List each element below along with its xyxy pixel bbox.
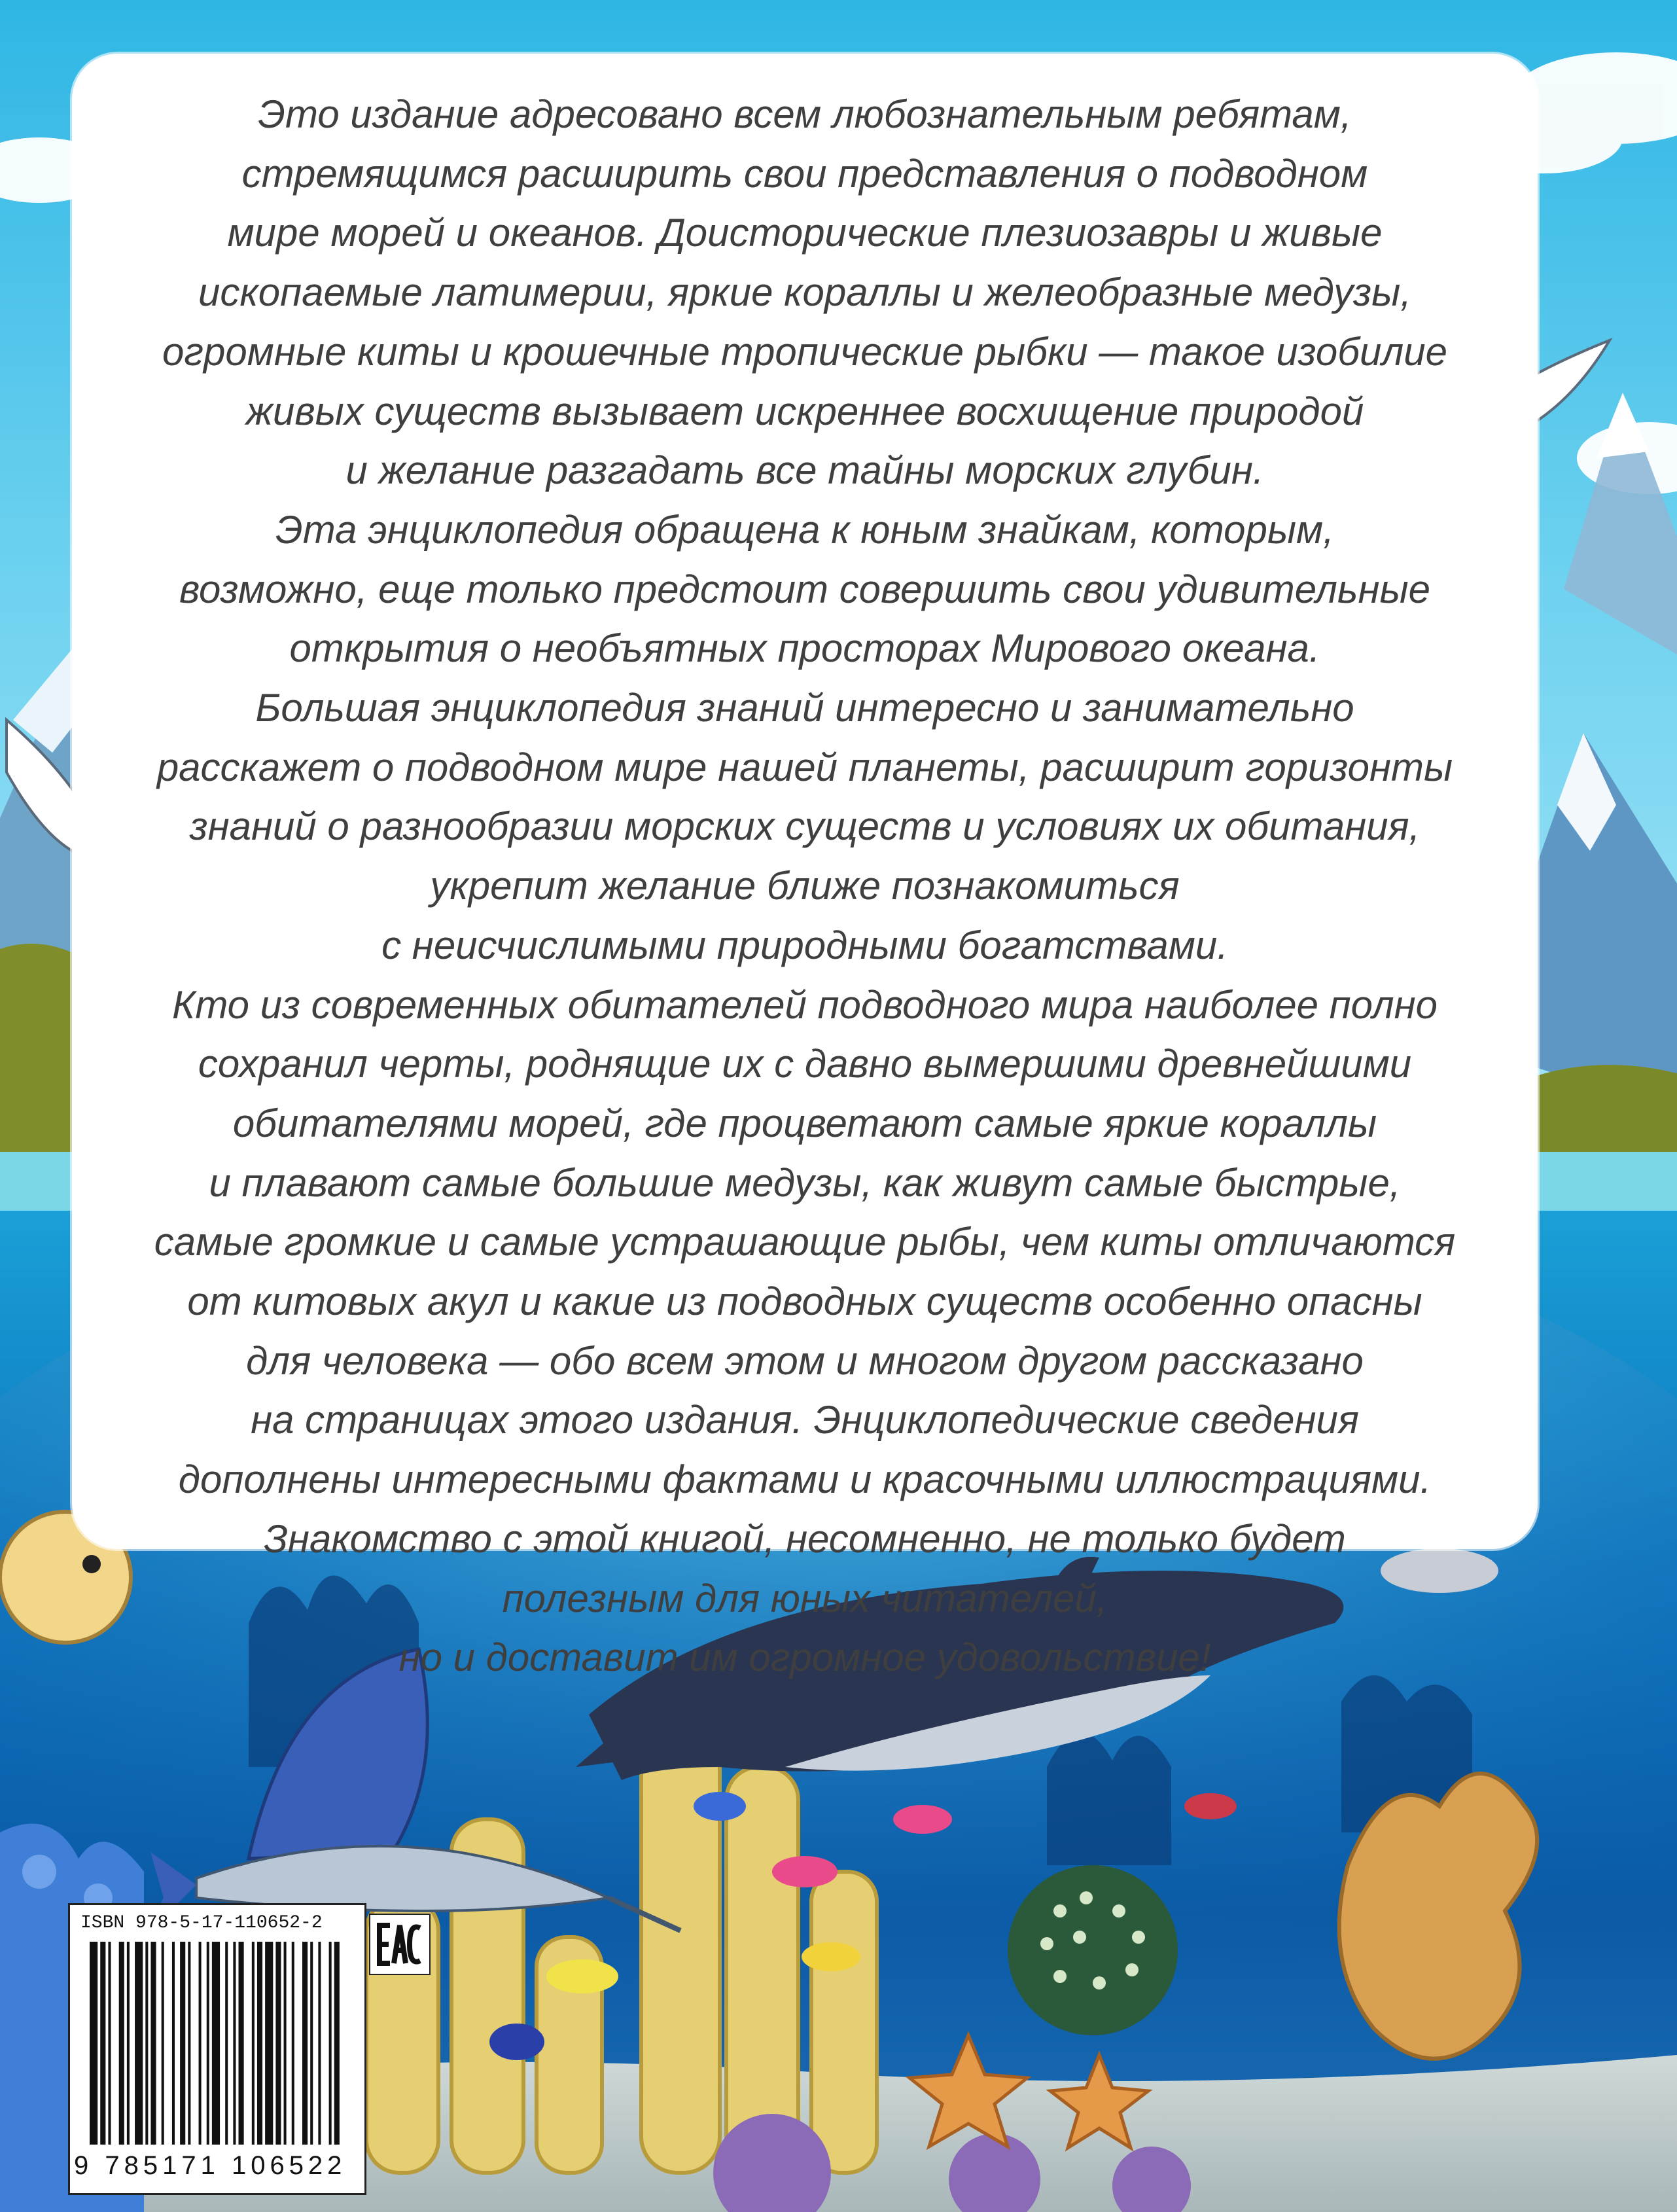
barcode-stripe	[100, 1942, 105, 2145]
text-line: открытия о необъятных просторах Мирового океана.	[289, 626, 1320, 671]
barcode-stripe	[172, 1942, 175, 2145]
isbn-barcode	[68, 1903, 366, 2195]
text-line: ископаемые латимерии, яркие кораллы и желеобразные медузы,	[198, 270, 1411, 315]
barcode-stripe	[275, 1942, 281, 2145]
text-line: возможно, еще только предстоит совершить свои удивительные	[179, 567, 1431, 611]
text-line: от китовых акул и какие из подводных существ особенно опасны	[187, 1279, 1422, 1324]
barcode-stripe	[334, 1942, 340, 2145]
barcode-stripe	[135, 1942, 143, 2145]
isbn-label: ISBN 978-5-17-110652-2	[80, 1913, 323, 1933]
text-line: мире морей и океанов. Доисторические плезиозавры и живые	[227, 211, 1383, 255]
text-line: стремящимся расширить свои представления о подводном	[241, 151, 1368, 196]
text-line: для человека — обо всем этом и многом другом рассказано	[246, 1338, 1364, 1383]
text-line: огромные киты и крошечные тропические рыбки — такое изобилие	[162, 329, 1447, 374]
text-line: знаний о разнообразии морских существ и условиях их обитания,	[189, 804, 1421, 849]
barcode-stripe	[199, 1942, 202, 2145]
barcode-stripe	[329, 1942, 332, 2145]
text-line: и плавают самые большие медузы, как живут самые быстрые,	[209, 1160, 1401, 1205]
barcode-stripe	[239, 1942, 244, 2145]
barcode-stripe	[90, 1942, 97, 2145]
text-line: и желание разгадать все тайны морских глубин.	[345, 448, 1264, 493]
spotted-pufferfish	[1008, 1865, 1178, 2035]
barcode-stripe	[188, 1942, 190, 2145]
text-line: расскажет о подводном мире нашей планеты, расширит горизонты	[156, 745, 1453, 789]
text-line: Эта энциклопедия обращена к юным знайкам, которым,	[275, 507, 1334, 552]
text-line: самые громкие и самые устрашающие рыбы, чем киты отличаются	[154, 1220, 1456, 1264]
text-line: Знакомство с этой книгой, несомненно, не только будет	[264, 1516, 1346, 1561]
text-line: сохранил черты, роднящие их с давно вымершими древнейшими	[198, 1042, 1412, 1086]
text-line: дополнены интересными фактами и красочными иллюстрациями.	[178, 1457, 1432, 1502]
barcode-stripe	[284, 1942, 287, 2145]
barcode-stripe	[119, 1942, 124, 2145]
barcode-stripe	[180, 1942, 185, 2145]
text-line: обитателями морей, где процветают самые яркие кораллы	[232, 1101, 1377, 1145]
barcode-stripe	[318, 1942, 321, 2145]
text-line: Это издание адресовано всем любознательным ребятам,	[258, 92, 1352, 136]
barcode-bars	[90, 1942, 345, 2145]
barcode-stripe	[108, 1942, 111, 2145]
text-line: с неисчислимыми природными богатствами.	[381, 923, 1228, 967]
barcode-stripe	[257, 1942, 262, 2145]
text-line: но и доставит им огромное удовольствие!	[398, 1635, 1211, 1680]
description-panel	[72, 54, 1538, 1680]
barcode-stripe	[302, 1942, 308, 2145]
text-line: Большая энциклопедия знаний интересно и занимательно	[255, 686, 1354, 730]
text-line: укрепит желание ближе познакомиться	[430, 864, 1180, 908]
barcode-digits: 9 785171 106522	[74, 2151, 347, 2180]
barcode-stripe	[265, 1942, 273, 2145]
barcode-stripe	[207, 1942, 209, 2145]
barcode-stripe	[212, 1942, 220, 2145]
eac-mark-icon	[369, 1914, 431, 1975]
text-line: Кто из современных обитателей подводного мира наиболее полно	[172, 982, 1438, 1027]
barcode-stripe	[225, 1942, 228, 2145]
text-line: полезным для юных читателей,	[502, 1576, 1108, 1620]
barcode-stripe	[150, 1942, 156, 2145]
text-line: на страницах этого издания. Энциклопедические сведения	[251, 1398, 1359, 1442]
barcode-stripe	[310, 1942, 313, 2145]
barcode-stripe	[292, 1942, 294, 2145]
text-line: живых существ вызывает искреннее восхищение природой	[245, 389, 1364, 433]
barcode-stripe	[252, 1942, 255, 2145]
barcode-stripe	[127, 1942, 130, 2145]
barcode-stripe	[162, 1942, 164, 2145]
description-text	[98, 85, 1511, 1688]
barcode-stripe	[233, 1942, 236, 2145]
barcode-stripe	[145, 1942, 148, 2145]
